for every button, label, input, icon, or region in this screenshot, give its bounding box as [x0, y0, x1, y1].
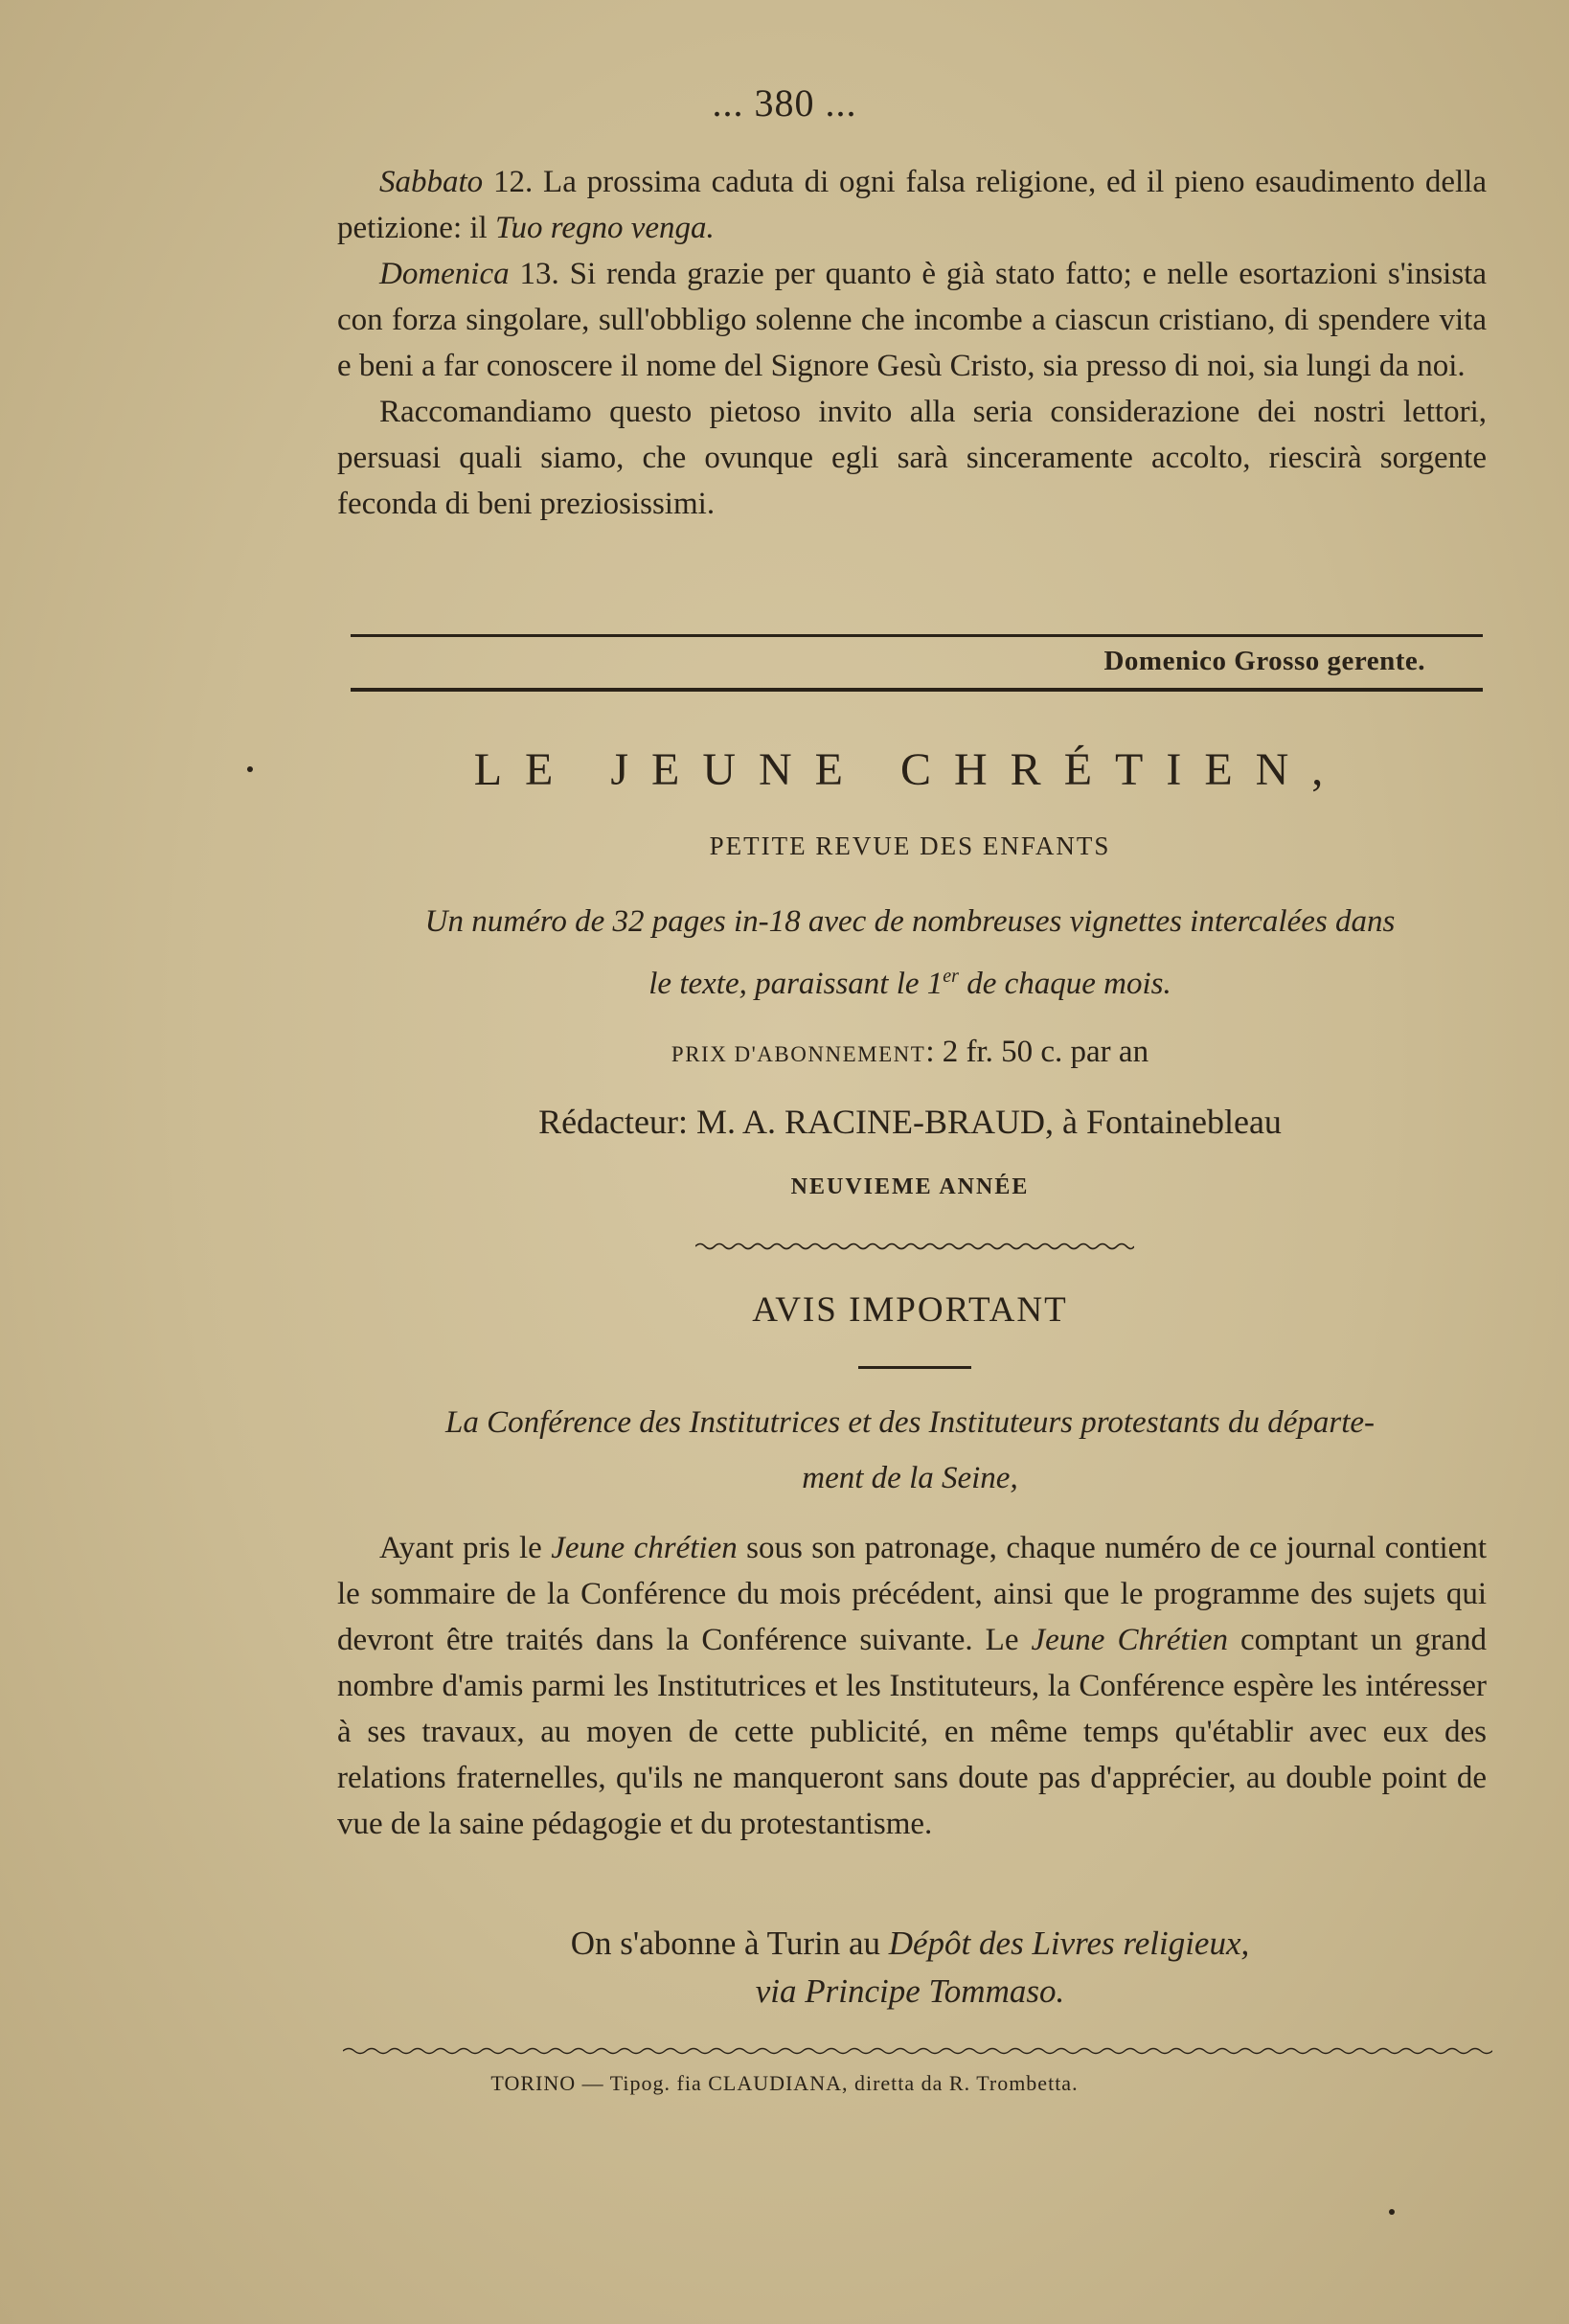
- ad-editor: Rédacteur: M. A. RACINE-BRAUD, à Fontainebleau: [538, 1103, 1282, 1141]
- ad-price: [326, 1035, 1494, 1070]
- price-value: : 2 fr. 50 c. par an: [925, 1035, 1149, 1069]
- page-number: ... 380 ...: [712, 81, 857, 125]
- sabbato-italic: Tuo regno venga.: [494, 211, 715, 245]
- paragraph-raccomandiamo: Raccomandiamo questo pietoso invito alla seria considerazione dei nostri lettori, persuasi quali siamo, che ovunque egli sarà sinceramente accolto, riescirà sorgente feconda di beni preziosissimi.: [337, 395, 1487, 521]
- day-sabbato: Sabbato: [379, 165, 484, 199]
- ad-body: [337, 1525, 1487, 1847]
- desc-line-2-sup: er: [943, 966, 959, 987]
- gerente-signature: Domenico Grosso gerente.: [1103, 646, 1425, 676]
- ad-year: NEUVIEME ANNÉE: [790, 1174, 1030, 1199]
- ad-description: [326, 895, 1494, 1012]
- domenica-text: 13. Si renda grazie per quanto è già stato fatto; e nelle esortazioni s'insista con forza singolare, sull'obbligo solenne che incombe a ciascun cristiano, di spendere vita e beni a far conoscere il nome del Signore Gesù Cristo, sia presso di noi, sia lungi da noi.: [337, 257, 1487, 383]
- ink-speck: [247, 766, 253, 772]
- italian-text-block: [337, 159, 1487, 527]
- desc-line-2: [326, 949, 1494, 1012]
- conference-line-2: ment de la Seine,: [802, 1461, 1018, 1495]
- printer-footer: TORINO — Tipog. fia CLAUDIANA, diretta da R. Trombetta.: [490, 2071, 1079, 2095]
- price-label: PRIX D'ABONNEMENT: [671, 1042, 926, 1066]
- body-b: sous son patronage, chaque numéro de ce journal contient le sommaire de la Conférence du mois précédent, ainsi que le programme des sujets qui devront être traités dans la Conférence suivante. Le: [337, 1531, 1488, 1657]
- wavy-divider-1: [695, 1242, 1134, 1251]
- rule-lower: [351, 688, 1483, 692]
- avis-underline: [858, 1366, 971, 1369]
- body-c: comptant un grand nombre d'amis parmi les Institutrices et les Instituteurs, la Conférence espère les intéresser à ses travaux, au moyen de cette publicité, en même temps qu'établir avec eux des relations fraternelles, qu'ils ne manqueront sans doute pas d'apprécier, au double point de vue de la saine pédagogie et du protestantisme.: [337, 1623, 1487, 1841]
- desc-line-2-b: de chaque mois.: [958, 967, 1171, 1001]
- subscription-line-1: [326, 1920, 1494, 1968]
- ad-title: LE JEUNE CHRÉTIEN,: [473, 744, 1347, 795]
- ad-body-paragraph: [337, 1525, 1487, 1847]
- subscription-line-2: via Principe Tommaso.: [755, 1972, 1065, 2010]
- conference-line-1: La Conférence des Institutrices et des Instituteurs protestants du départe-: [444, 1405, 1376, 1440]
- avis-title: AVIS IMPORTANT: [752, 1290, 1068, 1330]
- desc-line-2-a: le texte, paraissant le 1: [648, 967, 944, 1001]
- desc-line-1: Un numéro de 32 pages in-18 avec de nombreuses vignettes intercalées dans: [424, 904, 1396, 939]
- subscription-a: On s'abonne à Turin au: [570, 1925, 889, 1962]
- paragraph-domenica: [337, 251, 1487, 389]
- subscription-italic: Dépôt des Livres religieux,: [888, 1925, 1250, 1962]
- subscription-note: [326, 1920, 1494, 2016]
- ink-speck: [1389, 2209, 1395, 2215]
- paragraph-sabbato: [337, 159, 1487, 251]
- body-italic-2: Jeune Chrétien: [1031, 1623, 1228, 1657]
- conference-heading: [326, 1395, 1494, 1506]
- body-italic-1: Jeune chrétien: [551, 1531, 738, 1565]
- body-a: Ayant pris le: [379, 1531, 552, 1565]
- wavy-divider-2: [343, 2046, 1492, 2056]
- rule-upper: [351, 634, 1483, 637]
- sabbato-text: 12. La prossima caduta di ogni falsa religione, ed il pieno esaudimento della petizione: il: [337, 165, 1487, 245]
- ad-subtitle: PETITE REVUE DES ENFANTS: [709, 832, 1111, 860]
- day-domenica: Domenica: [379, 257, 510, 291]
